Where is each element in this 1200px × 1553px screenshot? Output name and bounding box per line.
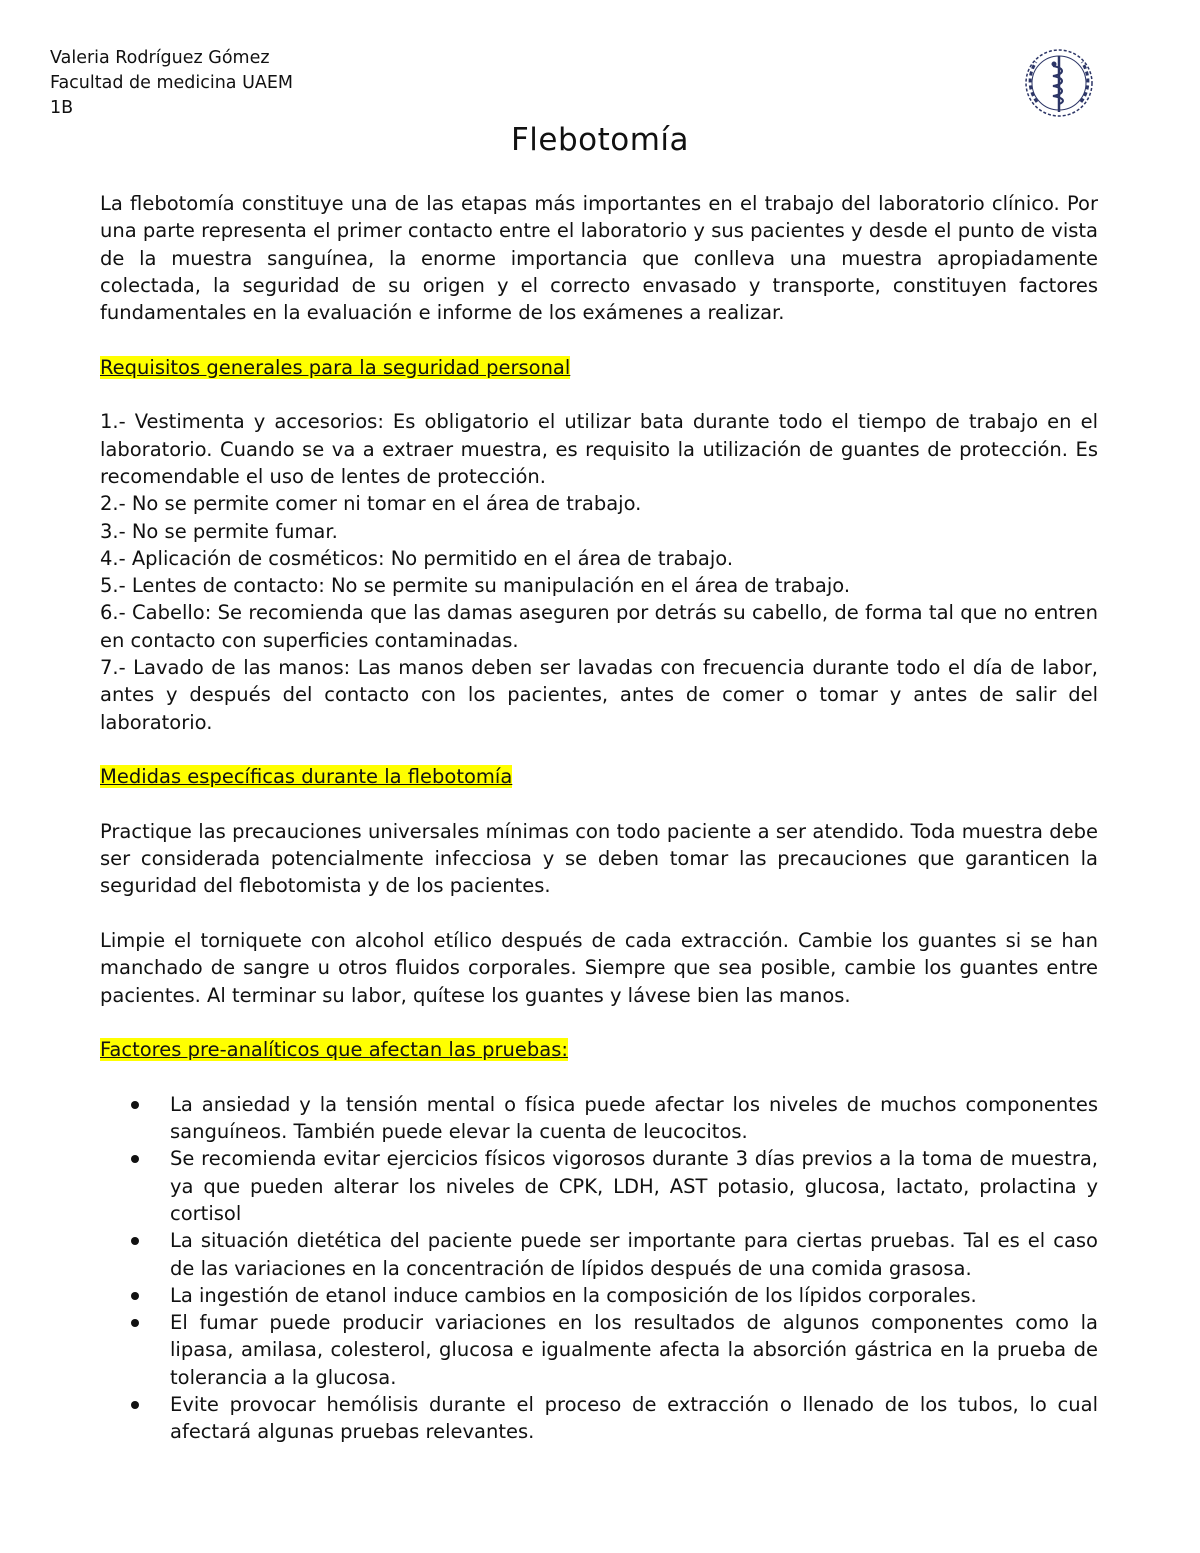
section-heading-medidas: Medidas específicas durante la flebotomía (100, 765, 513, 789)
requirement-item: 1.- Vestimenta y accesorios: Es obligatorio el utilizar bata durante todo el tiempo de trabajo en el laboratorio. Cuando se va a extraer muestra, es requisito la utilización de guantes de protección. Es recomendable el uso de lentes de protección. (100, 410, 1098, 488)
list-item: La situación dietética del paciente puede ser importante para ciertas pruebas. Tal es el caso de las variaciones en la concentración de lípidos después de una comida grasosa. (100, 1227, 1098, 1282)
requirement-item: 5.- Lentes de contacto: No se permite su manipulación en el área de trabajo. (100, 574, 851, 598)
measures-paragraph: Practique las precauciones universales mínimas con todo paciente a ser atendido. Toda muestra debe ser considerada potencialmente infecciosa y se deben tomar las precauciones que garanticen la seguridad del flebotomista y de los pacientes. (100, 819, 1098, 898)
document-header (50, 46, 293, 121)
medicine-seal-icon (1016, 40, 1102, 126)
requirement-item: 4.- Aplicación de cosméticos: No permitido en el área de trabajo. (100, 546, 734, 570)
requirement-item: 3.- No se permite fumar. (100, 519, 338, 543)
list-item: La ansiedad y la tensión mental o física puede afectar los niveles de muchos componentes sanguíneos. También puede elevar la cuenta de leucocitos. (100, 1091, 1098, 1146)
requirement-item: 7.- Lavado de las manos: Las manos deben ser lavadas con frecuencia durante todo el día de labor, antes y después del contacto con los pacientes, antes de comer o tomar y antes de salir del laboratorio. (100, 656, 1098, 734)
document-body (100, 190, 1098, 1446)
list-item: La ingestión de etanol induce cambios en la composición de los lípidos corporales. (100, 1282, 1098, 1309)
section-heading-requisitos: Requisitos generales para la seguridad personal (100, 355, 571, 379)
intro-paragraph: La flebotomía constituye una de las etapas más importantes en el trabajo del laboratorio clínico. Por una parte representa el primer contacto entre el laboratorio y sus pacientes y desde el punto de vista de la muestra sanguínea, la enorme importancia que conlleva una muestra apropiadamente colectada, la seguridad de su origen y el correcto envasado y transporte, constituyen factores fundamentales en la evaluación e informe de los exámenes a realizar. (100, 192, 1098, 325)
page-title: Flebotomía (510, 122, 690, 158)
author-name: Valeria Rodríguez Gómez (50, 48, 270, 68)
list-item: Se recomienda evitar ejercicios físicos vigorosos durante 3 días previos a la toma de muestra, ya que pueden alterar los niveles de CPK, LDH, AST potasio, glucosa, lactato, prolactina y cortisol (100, 1145, 1098, 1227)
faculty-name: Facultad de medicina UAEM (50, 73, 294, 93)
measures-paragraph: Limpie el torniquete con alcohol etílico después de cada extracción. Cambie los guantes si se han manchado de sangre u otros fluidos corporales. Siempre que sea posible, cambie los guantes entre pacientes. Al terminar su labor, quítese los guantes y lávese bien las manos. (100, 929, 1098, 1007)
list-item: Evite provocar hemólisis durante el proceso de extracción o llenado de los tubos, lo cual afectará algunas pruebas relevantes. (100, 1391, 1098, 1446)
list-item: El fumar puede producir variaciones en los resultados de algunos componentes como la lipasa, amilasa, colesterol, glucosa e igualmente afecta la absorción gástrica en la prueba de tolerancia a la glucosa. (100, 1309, 1098, 1391)
factors-list (100, 1091, 1098, 1446)
requirement-item: 2.- No se permite comer ni tomar en el área de trabajo. (100, 492, 642, 516)
section-heading-factores: Factores pre-analíticos que afectan las pruebas: (100, 1038, 568, 1062)
group-label: 1B (50, 98, 74, 118)
requirement-item: 6.- Cabello: Se recomienda que las damas aseguren por detrás su cabello, de forma tal que no entren en contacto con superficies contaminadas. (100, 601, 1098, 652)
